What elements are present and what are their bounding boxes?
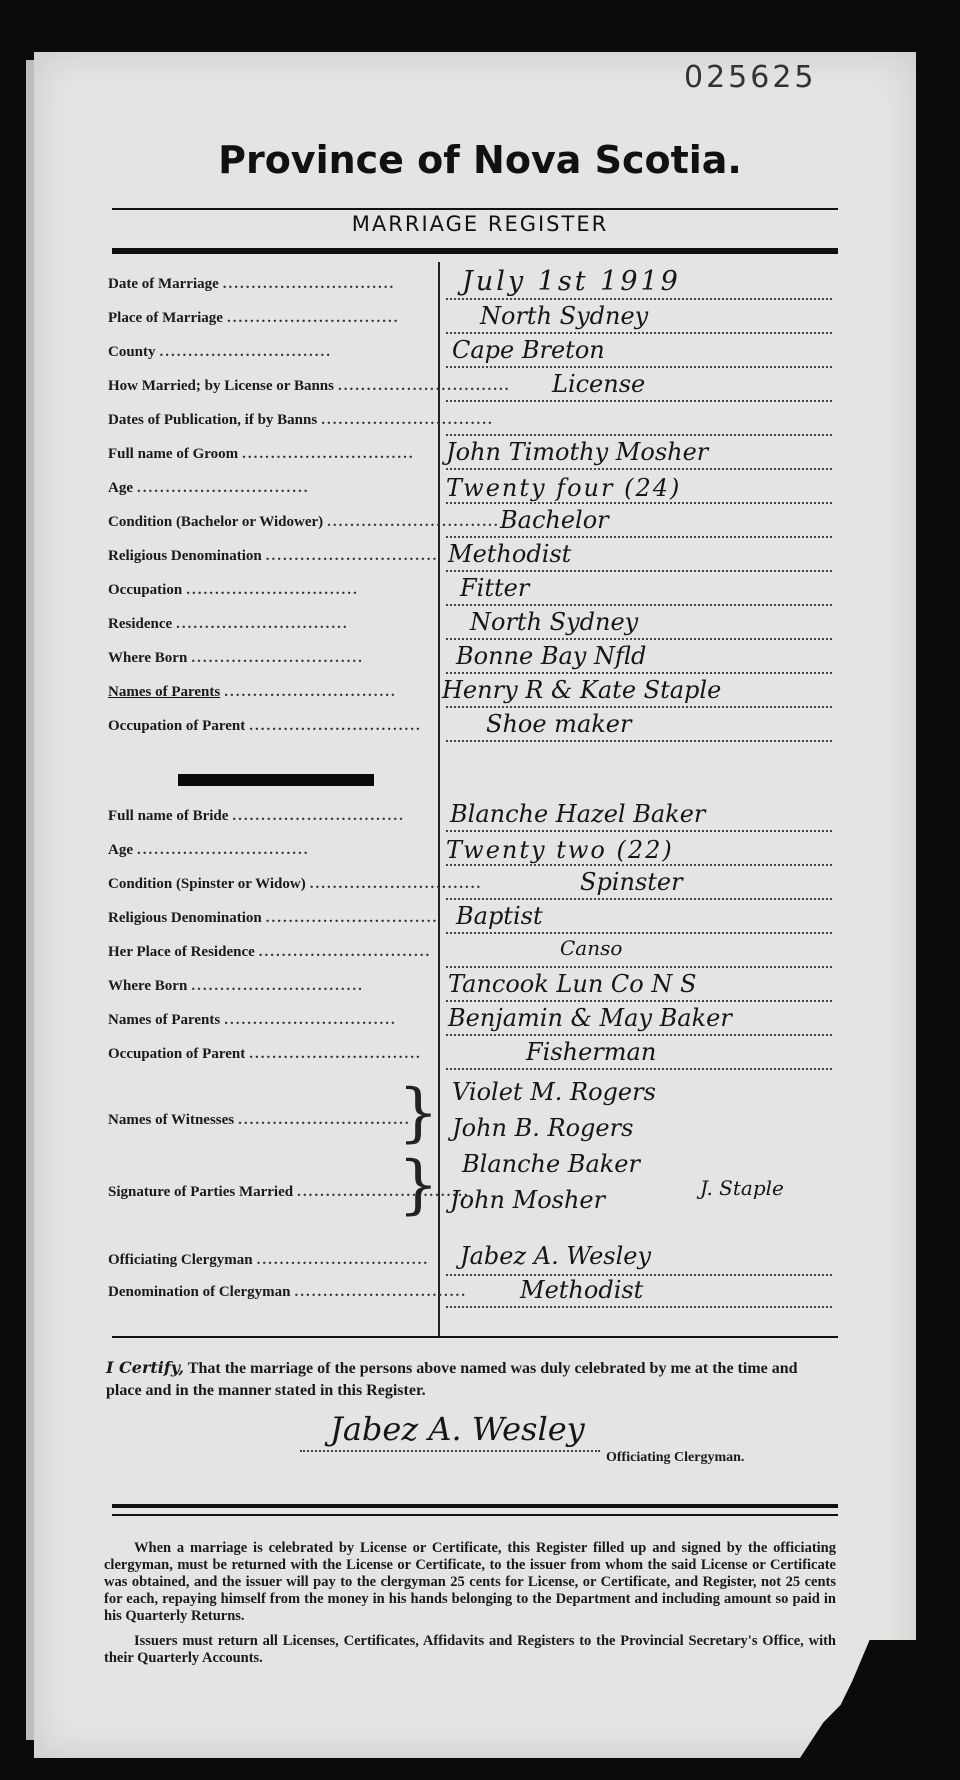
value-bride-name: Blanche Hazel Baker <box>450 800 706 828</box>
value-signature-bride: Blanche Baker <box>462 1150 640 1178</box>
label-bride-birthplace: Where Born .............................. <box>108 978 364 994</box>
value-line <box>446 738 832 742</box>
value-line <box>446 330 832 334</box>
label-bride-parents: Names of Parents .............................. <box>108 1012 397 1028</box>
value-groom-age: Twenty four (24) <box>446 474 682 502</box>
signatures-brace: } <box>398 1148 439 1222</box>
label-how-married: How Married; by License or Banns .............................. <box>108 378 511 394</box>
value-line <box>446 930 832 934</box>
value-groom-parent-occupation: Shoe maker <box>486 710 632 738</box>
value-line <box>446 896 832 900</box>
value-line <box>446 364 832 368</box>
value-line <box>446 432 832 436</box>
label-groom-parents: Names of Parents .............................. <box>108 684 397 700</box>
value-line <box>446 466 832 470</box>
title-rule <box>112 208 838 210</box>
label-clergy-denomination: Denomination of Clergyman .............................. <box>108 1284 467 1300</box>
value-witness-2: John B. Rogers <box>452 1114 634 1142</box>
value-county: Cape Breton <box>452 336 605 364</box>
label-county: County .............................. <box>108 344 333 360</box>
value-groom-residence: North Sydney <box>470 608 639 636</box>
label-place-of-marriage: Place of Marriage .............................. <box>108 310 400 326</box>
label-dates-of-publication: Dates of Publication, if by Banns .............................. <box>108 412 494 428</box>
footer-paragraph-2: Issuers must return all Licenses, Certificates, Affidavits and Registers to the Provincial Secretary's Office, with their Quarterly Accounts. <box>104 1633 836 1666</box>
label-groom-condition: Condition (Bachelor or Widower) .............................. <box>108 514 500 530</box>
label-bride-condition: Condition (Spinster or Widow) .............................. <box>108 876 483 892</box>
value-how-married: License <box>552 370 646 398</box>
value-line <box>446 568 832 572</box>
value-line <box>446 1304 832 1308</box>
label-officiating-clergyman: Officiating Clergyman .............................. <box>108 1252 430 1268</box>
value-groom-occupation: Fitter <box>460 574 530 602</box>
value-bride-condition: Spinster <box>580 868 683 896</box>
footer-instructions <box>104 1540 836 1675</box>
value-line <box>446 670 832 674</box>
label-groom-parent-occupation: Occupation of Parent .............................. <box>108 718 422 734</box>
document-title: Province of Nova Scotia. <box>218 138 742 182</box>
value-line <box>446 534 832 538</box>
signature-line <box>300 1450 600 1452</box>
value-bride-residence: Canso <box>560 936 623 960</box>
value-groom-parents: Henry R & Kate Staple <box>442 676 722 704</box>
label-groom-birthplace: Where Born .............................. <box>108 650 364 666</box>
value-line <box>446 964 832 968</box>
value-bride-parent-occupation: Fisherman <box>526 1038 657 1066</box>
clergyman-signature: Jabez A. Wesley <box>330 1410 585 1448</box>
value-line <box>446 398 832 402</box>
label-groom-residence: Residence .............................. <box>108 616 349 632</box>
document-subtitle: MARRIAGE REGISTER <box>351 212 609 236</box>
value-line <box>446 1032 832 1036</box>
signature-caption: Officiating Clergyman. <box>606 1450 745 1465</box>
value-groom-condition: Bachelor <box>500 506 609 534</box>
label-bride-parent-occupation: Occupation of Parent .............................. <box>108 1046 422 1062</box>
footer-rule-bottom <box>112 1514 838 1516</box>
witnesses-brace: } <box>398 1076 439 1150</box>
certification-statement <box>106 1357 836 1402</box>
label-groom-occupation: Occupation .............................. <box>108 582 359 598</box>
value-line <box>446 636 832 640</box>
label-date-of-marriage: Date of Marriage .............................. <box>108 276 396 292</box>
value-date-of-marriage: July 1st 1919 <box>462 266 681 297</box>
value-place-of-marriage: North Sydney <box>480 302 649 330</box>
label-groom-age: Age .............................. <box>108 480 310 496</box>
value-line <box>446 828 832 832</box>
value-groom-religion: Methodist <box>448 540 572 568</box>
value-witness-1: Violet M. Rogers <box>452 1078 656 1106</box>
value-groom-name: John Timothy Mosher <box>446 438 709 466</box>
value-officiating-clergyman: Jabez A. Wesley <box>460 1242 652 1270</box>
value-line <box>446 998 832 1002</box>
value-bride-age: Twenty two (22) <box>446 836 674 864</box>
value-line <box>446 704 832 708</box>
value-clergy-denomination: Methodist <box>520 1276 644 1304</box>
footer-paragraph-1: When a marriage is celebrated by License or Certificate, this Register filled up and signed by the officiating clergyman, must be returned with the License or Certificate, to the issuer from whom the said License or Certificate was obtained, and the issuer will pay to the clergyman 25 cents for License, or Certificate, and Register, not 25 cents for each, repaying himself from the money in his hands belonging to the Department and including amount so paid in his Quarterly Returns. <box>104 1540 836 1624</box>
certify-text: That the marriage of the persons above named was duly celebrated by me at the time and place and in the manner stated in this Register. <box>106 1360 798 1399</box>
groom-bride-separator <box>178 774 374 786</box>
label-bride-residence: Her Place of Residence .............................. <box>108 944 432 960</box>
serial-number: 025625 <box>684 60 817 95</box>
body-bottom-rule <box>112 1336 838 1338</box>
value-signature-witness-mark: J. Staple <box>700 1176 784 1200</box>
value-line <box>446 1066 832 1070</box>
label-bride-name: Full name of Bride .............................. <box>108 808 405 824</box>
label-groom-name: Full name of Groom .............................. <box>108 446 415 462</box>
footer-rule-top <box>112 1504 838 1508</box>
value-bride-religion: Baptist <box>456 902 543 930</box>
value-bride-parents: Benjamin & May Baker <box>448 1004 732 1032</box>
label-witnesses: Names of Witnesses .............................. <box>108 1112 411 1128</box>
certify-lead: I Certify, <box>106 1358 185 1377</box>
header-rule <box>112 248 838 254</box>
label-groom-religion: Religious Denomination .............................. <box>108 548 439 564</box>
label-bride-religion: Religious Denomination .............................. <box>108 910 439 926</box>
value-bride-birthplace: Tancook Lun Co N S <box>448 970 697 998</box>
value-signature-groom: John Mosher <box>450 1186 606 1214</box>
label-bride-age: Age .............................. <box>108 842 310 858</box>
value-line <box>446 602 832 606</box>
value-groom-birthplace: Bonne Bay Nfld <box>456 642 647 670</box>
label-signatures: Signature of Parties Married .............................. <box>108 1184 470 1200</box>
